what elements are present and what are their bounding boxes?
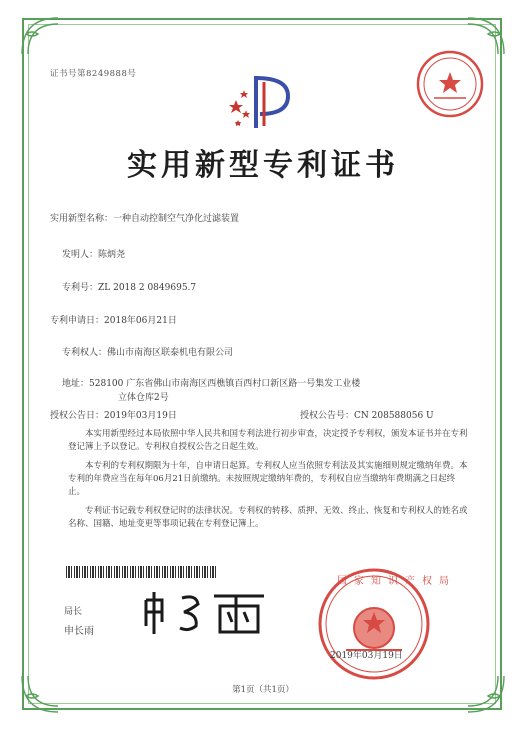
field-address [62, 378, 360, 390]
red-stamp-top [414, 48, 486, 120]
field-patentee [62, 347, 233, 359]
director-name: 申长雨 [64, 626, 94, 637]
certificate-body [68, 428, 468, 531]
field-grant-date [50, 410, 177, 422]
field-label: 实用新型名称： [50, 214, 114, 224]
seal-text: 国家知识产权局 [337, 576, 456, 587]
field-value: ZL 2018 2 0849695.7 [98, 283, 197, 293]
field-label: 专利申请日： [50, 316, 105, 326]
body-paragraph: 本实用新型经过本局依照中华人民共和国专利法进行初步审查，决定授予专利权，颁发本证书并在专利登记簿上予以登记。专利权自授权公告之日起生效。 [68, 429, 468, 452]
field-label: 专利号： [62, 283, 99, 293]
body-paragraph: 专利证书记载专利权登记时的法律状况。专利权的转移、质押、无效、终止、恢复和专利权人的姓名或名称、国籍、地址变更等事项记载在专利登记簿上。 [68, 506, 468, 529]
barcode [66, 566, 216, 578]
field-label: 发明人： [62, 250, 99, 260]
certificate-title: 实用新型专利证书 [127, 148, 399, 183]
field-label: 地址： [62, 379, 90, 389]
page-footer: 第1页（共1页） [232, 685, 294, 695]
director-signature [140, 588, 270, 638]
field-value: 佛山市南海区联泰机电有限公司 [107, 348, 234, 358]
field-value: 528100 广东省佛山市南海区西樵镇百西村口新区路一号集发工业楼 [89, 379, 361, 389]
field-value: 立体仓库2号 [118, 393, 169, 403]
issue-date: 2019年03月19日 [330, 651, 403, 661]
director-title: 局长 [64, 607, 83, 617]
field-label: 授权公告号： [300, 411, 355, 421]
body-paragraph: 本专利的专利权期限为十年，自申请日起算。专利权人应当依照专利法及其实施细则规定缴纳年费。本专利的年费应当在每年06月21日前缴纳。未按照规定缴纳年费的，专利权自应当缴纳年费期满之日起终止。 [68, 461, 468, 497]
field-value: 陈炳尧 [98, 250, 126, 260]
field-value: CN 208588056 U [354, 411, 434, 421]
field-address-line2 [118, 392, 169, 404]
field-value: 2019年03月19日 [104, 411, 177, 421]
field-inventor [62, 249, 125, 261]
field-application-date [50, 315, 177, 327]
field-label: 专利权人： [62, 348, 108, 358]
field-grant-number [300, 410, 434, 422]
patent-office-logo [226, 70, 296, 132]
field-value: 2018年06月21日 [104, 316, 177, 326]
field-label: 授权公告日： [50, 411, 105, 421]
field-value: 一种自动控制空气净化过滤装置 [113, 214, 240, 224]
corner-ornament-top-left [18, 14, 62, 58]
field-utility-model-name [50, 213, 239, 225]
field-patent-number [62, 282, 196, 294]
certificate-number: 证书号第8249888号 [50, 69, 137, 79]
